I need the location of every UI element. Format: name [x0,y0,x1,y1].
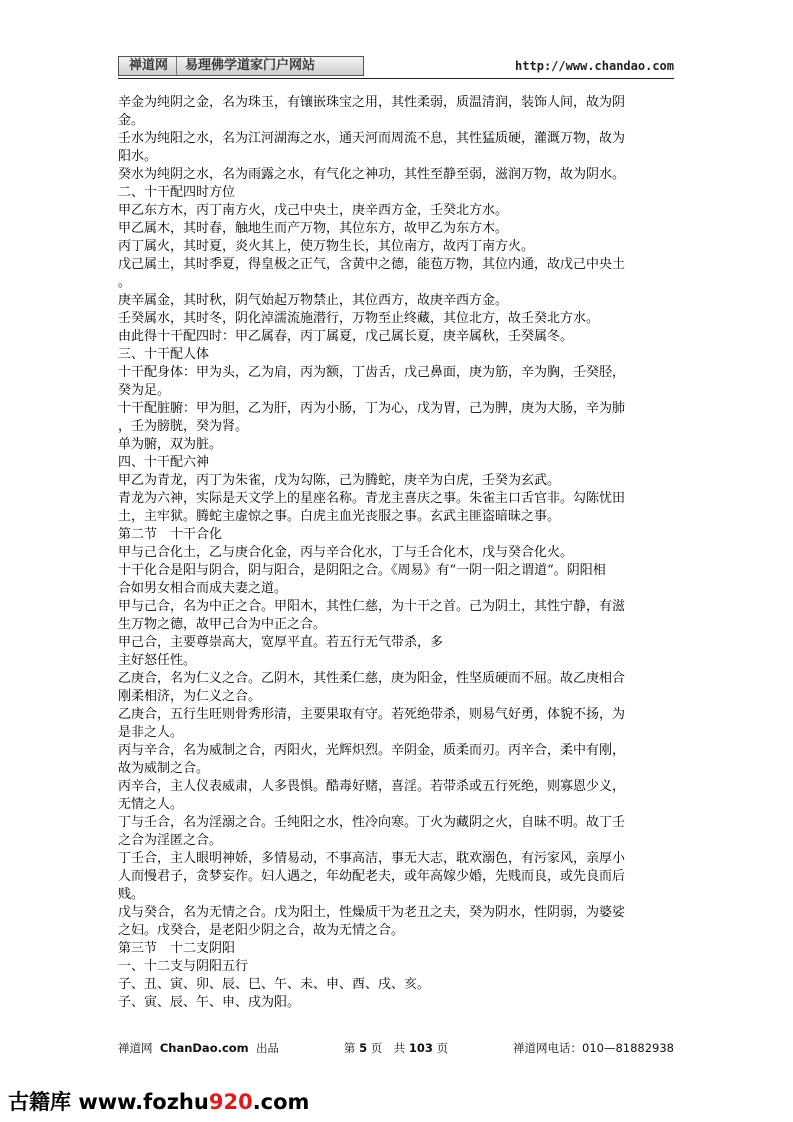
text-line: 乙庚合，五行生旺则骨秀形清，主要果取有守。若死绝带杀，则易气好勇，体貌不扬，为 [118,707,626,722]
text-line: 辛金为纯阴之金，名为珠玉，有镶嵌珠宝之用，其性柔弱，质温清润，装饰人间，故为阴 [118,95,626,110]
document-body [118,94,678,1012]
footer-publisher: 禅道网 ChanDao.com 出品 [118,1041,279,1055]
text-line: 戊己属土，其时季夏，得皇极之正气，含黄中之德，能苞万物，其位内通，故戊己中央土 [118,257,626,272]
text-line: 癸为足。 [118,383,171,398]
text-line: 。 [118,275,132,290]
text-line: 人而慢君子，贪梦妄作。妇人遇之，年幼配老夫，或年高嫁少婚，先贱而良，或先良而后 [118,869,626,884]
text-line: 丙辛合，主人仪表威肃，人多畏惧。酷毒好赌，喜淫。若带杀或五行死绝，则寡恩少义， [118,779,626,794]
text-line: 甲乙为青龙，丙丁为朱雀，戊为勾陈，己为腾蛇，庚辛为白虎，壬癸为玄武。 [118,473,561,488]
text-line: 合如男女相合而成夫妻之道。 [118,581,288,596]
text-line: 甲乙东方木，丙丁南方火，戊己中央土，庚辛西方金，壬癸北方水。 [118,203,509,218]
text-line: 甲与己合化土，乙与庚合化金，丙与辛合化水，丁与壬合化木，戊与癸合化火。 [118,545,574,560]
text-line: 由此得十干配四时：甲乙属春，丙丁属夏，戊己属长夏，庚辛属秋，壬癸属冬。 [118,329,574,344]
text-line: 丙丁属火，其时夏，炎火其上，使万物生长，其位南方，故丙丁南方火。 [118,239,535,254]
page-header [118,56,674,80]
text-line: 十干配脏腑：甲为胆，乙为肝，丙为小肠，丁为心，戊为胃，己为脾，庚为大肠，辛为肺 [118,401,626,416]
header-divider [118,78,674,79]
text-line: 四、十干配六神 [118,455,210,470]
text-line: 丁壬合，主人眼明神娇，多情易动，不事高洁，事无大志，耽欢溺色，有污家风，亲厚小 [118,851,626,866]
text-line: 壬水为纯阳之水，名为江河湖海之水，通天河而周流不息，其性猛质硬，灌溉万物，故为 [118,131,626,146]
text-line: 子、丑、寅、卯、辰、巳、午、未、申、酉、戌、亥。 [118,977,431,992]
page-indicator: 第 5 页 共 103 页 [343,1041,449,1055]
text-line: 甲与己合，名为中正之合。甲阳木，其性仁慈，为十干之首。己为阴土，其性宁静，有滋 [118,599,626,614]
logo-tagline: 易理佛学道家门户网站 [185,58,316,73]
text-line: 甲乙属木，其时春，触地生而产万物，其位东方，故甲乙为东方木。 [118,221,509,236]
text-line: 丙与辛合，名为威制之合，丙阳火，光辉炽烈。辛阴金，质柔而刃。丙辛合，柔中有刚， [118,743,626,758]
text-line: 金。 [118,113,145,128]
footer-phone: 禅道网电话：010—81882938 [513,1041,674,1055]
text-line: 之妇。戊癸合，是老阳少阴之合，故为无情之合。 [118,923,405,938]
text-line: 乙庚合，名为仁义之合。乙阴木，其性柔仁慈，庚为阳金，性坚质硬而不屈。故乙庚相合 [118,671,626,686]
text-line: 单为腑，双为脏。 [118,437,223,452]
text-line: 刚柔相济，为仁义之合。 [118,689,262,704]
text-line: 一、十二支与阴阳五行 [118,959,249,974]
logo-site-name: 禅道网 [119,57,177,75]
text-line: 三、十干配人体 [118,347,210,362]
text-line: 第三节 十二支阴阳 [118,941,236,956]
text-line: 十干配身体：甲为头，乙为肩，丙为额，丁齿舌，戊己鼻面，庚为筋，辛为胸，壬癸胫， [118,365,626,380]
site-logo[interactable] [118,56,364,76]
text-line: 丁与壬合，名为淫溺之合。壬纯阳之水，性冷向寒。丁火为藏阴之火，自昧不明。故丁壬 [118,815,626,830]
site-url[interactable]: http://www.chandao.com [515,59,674,73]
text-line: 生万物之德，故甲己合为中正之合。 [118,617,327,632]
text-line: 是非之人。 [118,725,184,740]
text-line: 阳水。 [118,149,158,164]
watermark: 古籍库 www.fozhu920.com [8,1090,310,1114]
text-line: 贱。 [118,887,145,902]
text-line: 主好怒任性。 [118,653,197,668]
text-line: 十干化合是阳与阴合，阴与阳合，是阴阳之合。《周易》有“一阴一阳之谓道“。阴阳相 [118,563,606,578]
text-line: 第二节 十干合化 [118,527,223,542]
text-line: 壬癸属水，其时冬，阴化淖濡流施潜行，万物至止终藏，其位北方，故壬癸北方水。 [118,311,600,326]
page-footer [118,1040,674,1056]
text-line: 子、寅、辰、午、申、戌为阳。 [118,995,301,1010]
text-line: 二、十干配四时方位 [118,185,236,200]
footer-domain[interactable]: ChanDao.com [159,1041,249,1055]
text-line: 青龙为六神，实际是天文学上的星座名称。青龙主喜庆之事。朱雀主口舌官非。勾陈忧田 [118,491,626,506]
text-line: 庚辛属金，其时秋，阴气始起万物禁止，其位西方，故庚辛西方金。 [118,293,509,308]
text-line: 戊与癸合，名为无情之合。戊为阳土，性燥质干为老丑之夫，癸为阴水，性阴弱，为婆娑 [118,905,626,920]
text-line: ，壬为膀胱，癸为肾。 [118,419,249,434]
text-line: 之合为淫匿之合。 [118,833,223,848]
text-line: 甲己合，主要尊崇高大，宽厚平直。若五行无气带杀，多 [118,635,444,650]
text-line: 癸水为纯阴之水，名为雨露之水，有气化之神功，其性至静至弱，滋润万物，故为阴水。 [118,167,626,182]
text-line: 土，主牢狱。腾蛇主虚惊之事。白虎主血光丧服之事。玄武主匪盗暗昧之事。 [118,509,561,524]
text-line: 无情之人。 [118,797,184,812]
text-line: 故为威制之合。 [118,761,210,776]
